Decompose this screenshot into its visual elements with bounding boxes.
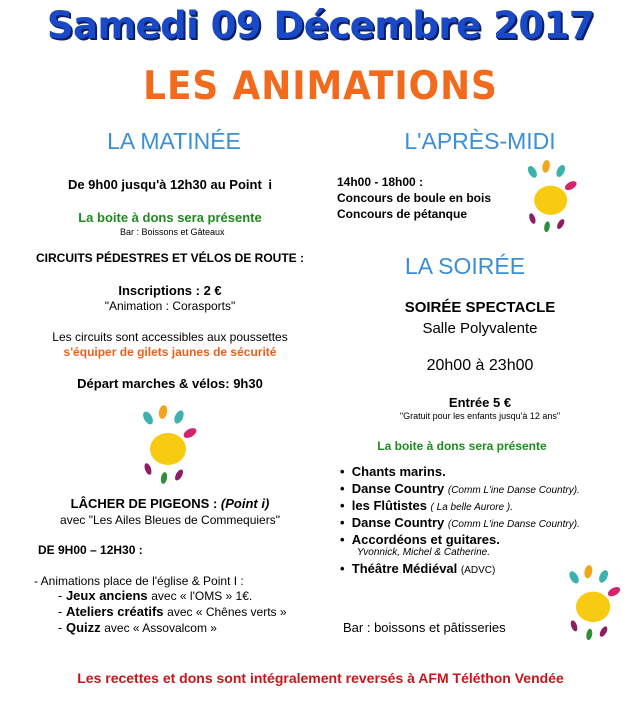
logo-sun-flower-icon	[140, 405, 200, 487]
list-item: • Théâtre Médiéval (ADVC)	[340, 561, 496, 576]
place-intro: - Animations place de l'église & Point I :	[34, 574, 244, 588]
apresmidi-time: 14h00 - 18h00 :	[337, 175, 424, 189]
gilets-jaunes: s'équiper de gilets jaunes de sécurité	[63, 345, 277, 359]
program-name: Danse Country	[351, 515, 445, 530]
program-note: (Comm L'ine Danse Country).	[447, 485, 580, 496]
matinee-schedule	[20, 177, 320, 192]
animation-corasports: "Animation : Corasports"	[104, 299, 236, 313]
activity-detail: avec « Chênes verts »	[167, 605, 287, 619]
program-note: ( La belle Aurore ).	[430, 502, 513, 513]
depart-marches: Départ marches & vélos: 9h30	[77, 376, 263, 391]
matinee-schedule-text: De 9h00 jusqu'à 12h30 au Point	[67, 177, 262, 192]
point-i-mark: i	[268, 177, 273, 192]
soiree-spectacle-block	[330, 297, 630, 339]
list-item: • Danse Country (Comm L'ine Danse Country).	[340, 481, 580, 496]
matinee-boite-dons: La boite à dons sera présente	[78, 210, 262, 225]
accordeon-names: Yvonnick, Michel & Catherine.	[357, 547, 491, 558]
activity-detail: avec « l'OMS » 1€.	[151, 589, 253, 603]
list-item: - Jeux anciens avec « l'OMS » 1€.	[58, 588, 253, 603]
apresmidi-block	[337, 174, 491, 222]
morning-slot: DE 9H00 – 12H30 :	[38, 543, 143, 557]
program-note: (Comm L'ine Danse Country).	[447, 519, 580, 530]
activity-name: Jeux anciens	[65, 588, 148, 603]
matinee-bar: Bar : Boissons et Gâteaux	[120, 227, 225, 237]
section-title-soiree: LA SOIRÉE	[404, 253, 526, 279]
page-title: LES ANIMATIONS	[143, 64, 498, 109]
list-item: • Accordéons et guitares.	[340, 532, 500, 547]
footer-recettes: Les recettes et dons sont intégralement reversés à AFM Téléthon Vendée	[77, 670, 564, 686]
program-name: Danse Country	[351, 481, 445, 496]
section-title-apresmidi: L'APRÈS-MIDI	[404, 128, 556, 154]
circuits-heading: CIRCUITS PÉDESTRES ET VÉLOS DE ROUTE :	[35, 251, 305, 265]
list-item: - Ateliers créatifs avec « Chênes verts »	[58, 604, 287, 619]
program-name: les Flûtistes	[351, 498, 427, 513]
soiree-boite-dons: La boite à dons sera présente	[377, 439, 547, 453]
section-title-matinee: LA MATINÉE	[107, 128, 241, 154]
program-name: Théâtre Médiéval	[351, 561, 458, 576]
pigeons-title: LÂCHER DE PIGEONS :	[70, 496, 218, 511]
activities-list	[58, 588, 287, 636]
program-note: (ADVC)	[460, 565, 496, 576]
list-item: • Danse Country (Comm L'ine Danse Country).	[340, 515, 580, 530]
soiree-gratuit: "Gratuit pour les enfants jusqu'à 12 ans"	[399, 411, 561, 421]
inscriptions: Inscriptions : 2 €	[118, 283, 222, 298]
pigeons-heading	[20, 496, 320, 511]
apresmidi-item-boule: Concours de boule en bois	[337, 191, 492, 205]
list-item: • Chants marins.	[340, 464, 446, 479]
pigeons-with: avec "Les Ailes Bleues de Commequiers"	[60, 513, 280, 527]
soiree-entree: Entrée 5 €	[448, 395, 512, 410]
apresmidi-item-petanque: Concours de pétanque	[337, 207, 468, 221]
list-item: • les Flûtistes ( La belle Aurore ).	[340, 498, 513, 513]
activity-name: Ateliers créatifs	[65, 604, 164, 619]
soiree-program	[340, 464, 580, 578]
event-date: Samedi 09 Décembre 2017	[46, 4, 595, 47]
pigeons-point: (Point i)	[220, 496, 270, 511]
logo-sun-flower-icon	[525, 160, 580, 235]
soiree-hours: 20h00 à 23h00	[426, 357, 534, 374]
list-item: - Quizz avec « Assovalcom »	[58, 620, 217, 635]
circuits-accessible: Les circuits sont accessibles aux poussettes	[52, 330, 288, 344]
soiree-bar: Bar : boissons et pâtisseries	[343, 620, 506, 635]
soiree-salle: Salle Polyvalente	[422, 320, 538, 337]
activity-detail: avec « Assovalcom »	[104, 621, 217, 635]
program-name: Accordéons et guitares.	[351, 532, 500, 547]
soiree-spectacle: SOIRÉE SPECTACLE	[404, 299, 556, 316]
activity-name: Quizz	[65, 620, 101, 635]
program-name: Chants marins.	[351, 464, 446, 479]
logo-sun-flower-icon	[565, 565, 625, 643]
